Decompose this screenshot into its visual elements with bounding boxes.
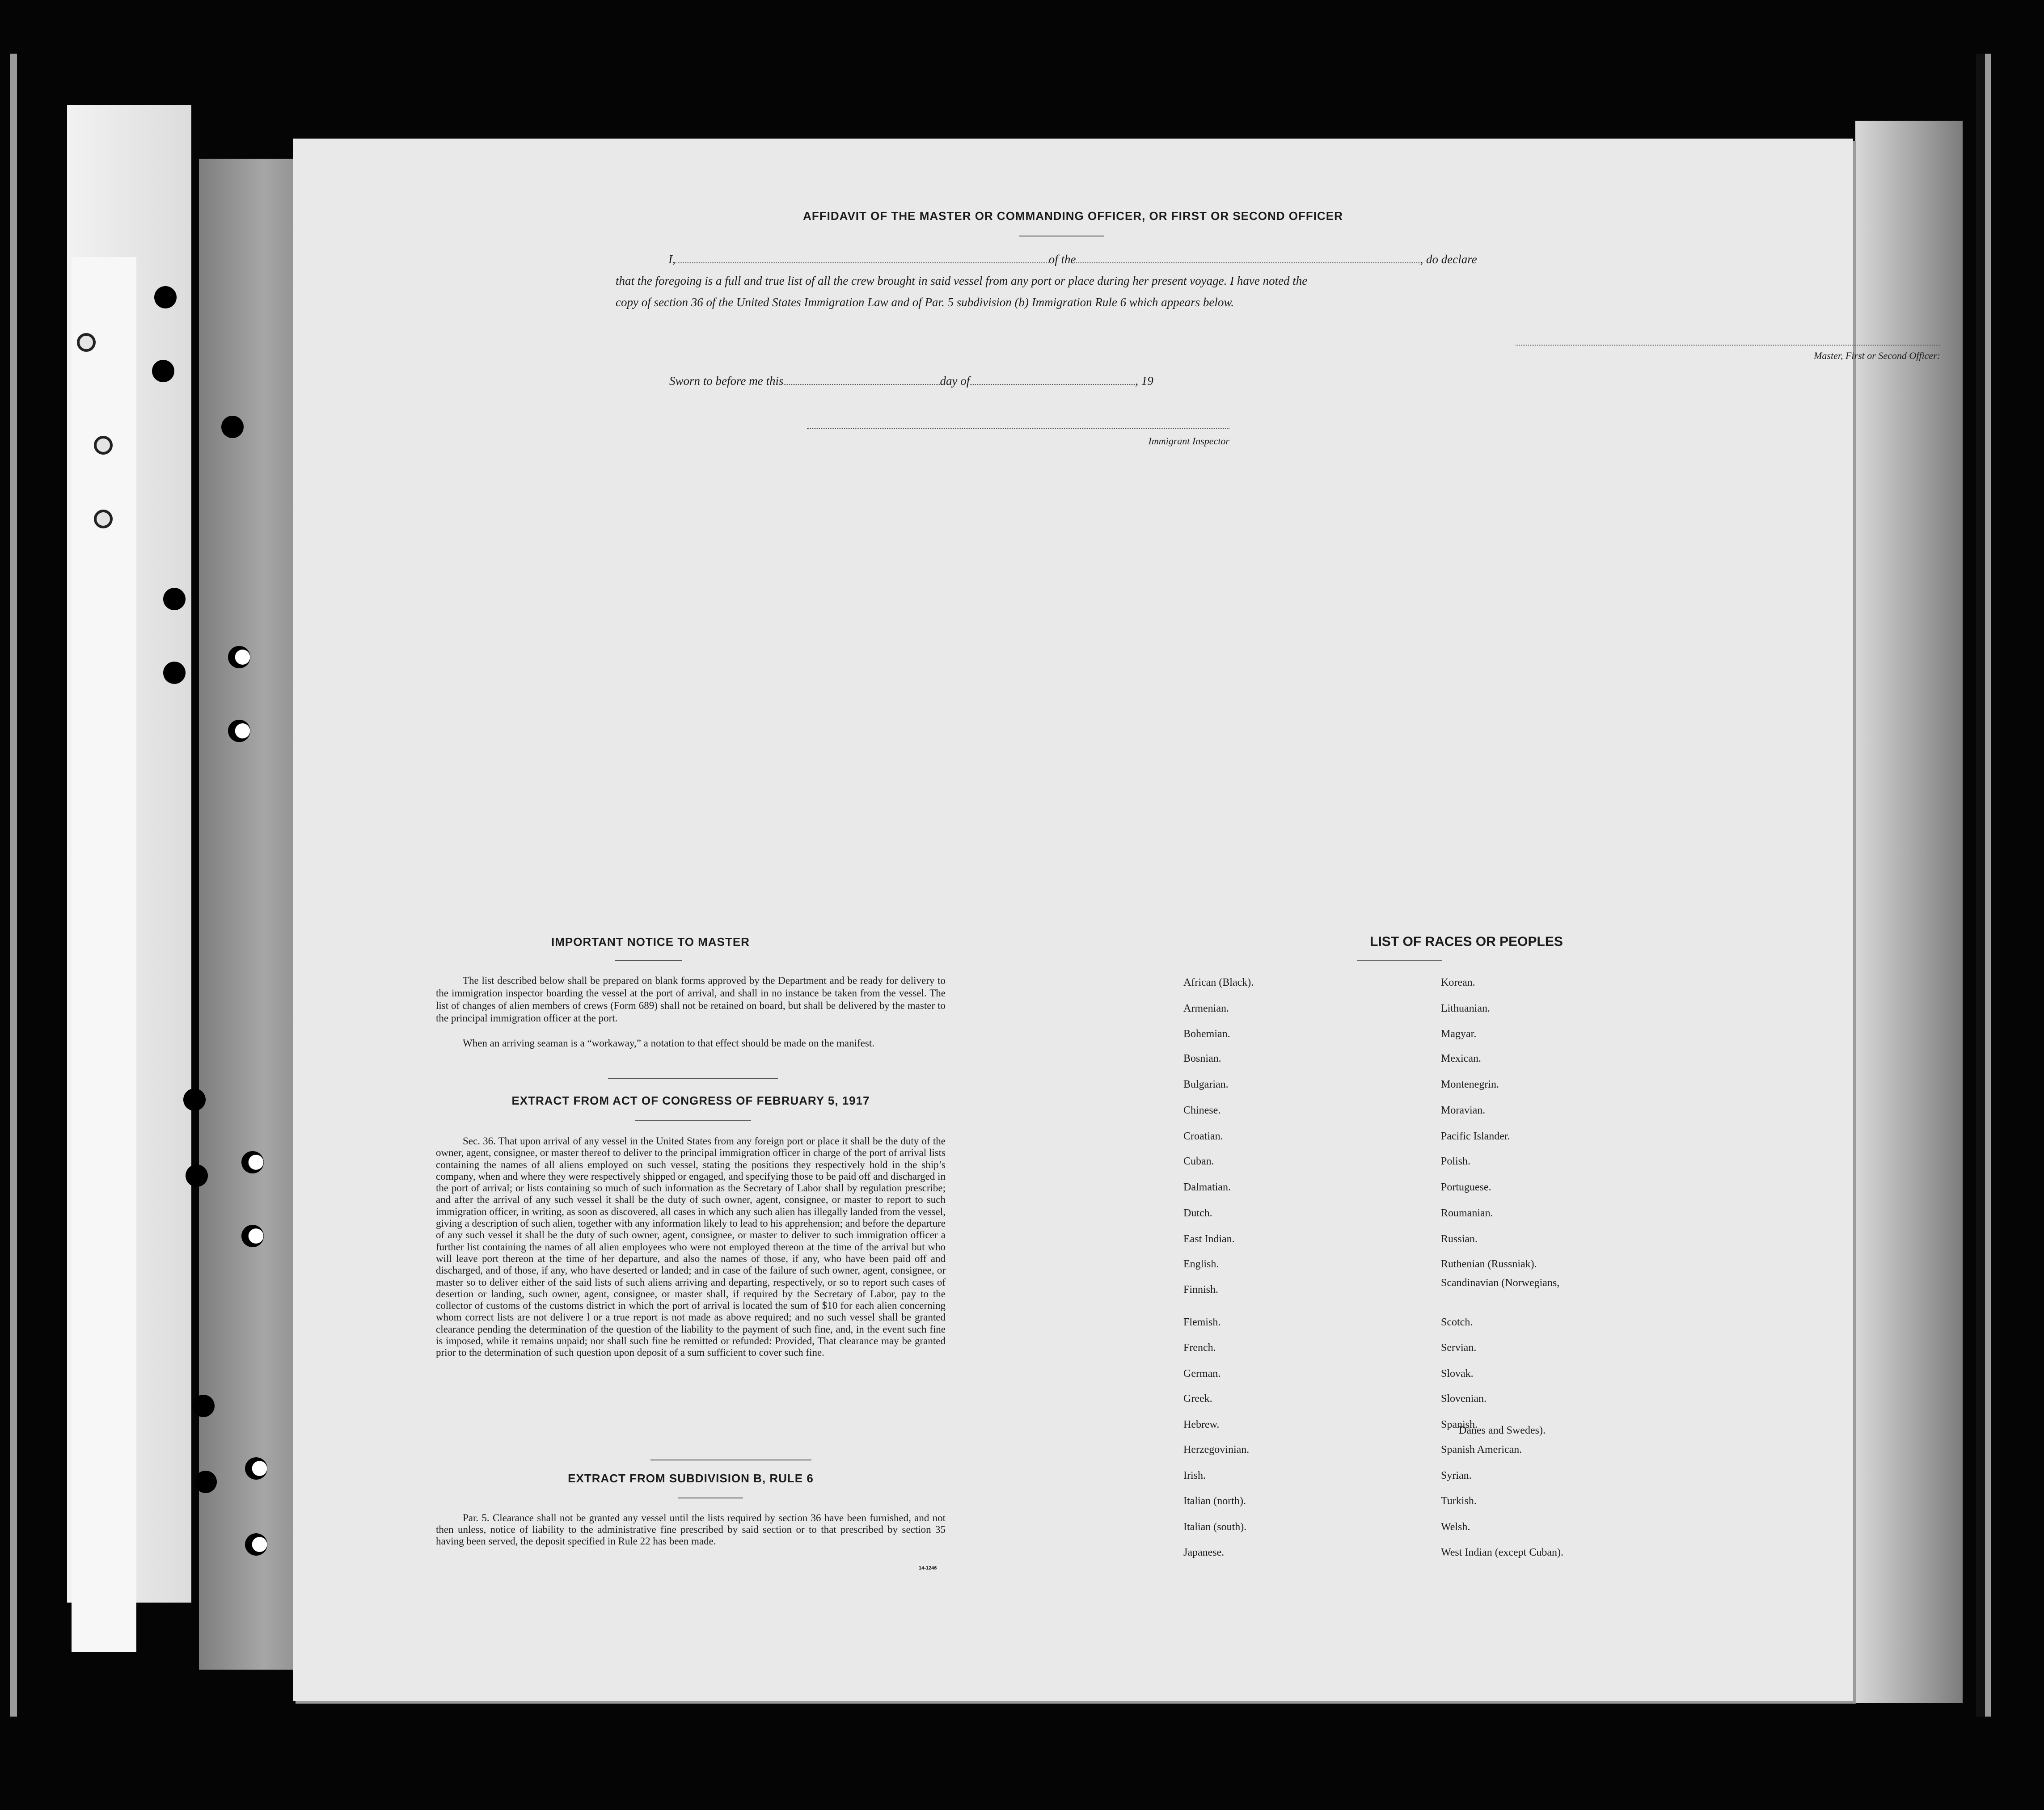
right-rail [1985, 54, 1991, 1717]
race-item: Bosnian. [1183, 1053, 1221, 1064]
day-blank[interactable] [784, 384, 940, 385]
race-item: Montenegrin. [1441, 1079, 1499, 1090]
punch-hole [241, 1225, 264, 1247]
punch-hole [152, 360, 174, 382]
inspector-signature-line[interactable] [807, 428, 1229, 429]
affidavit-line-3: copy of section 36 of the United States Immigration Law and of Par. 5 subdivision (b) Immigration Rule 6 which appears below. [616, 295, 1234, 309]
punch-hole [77, 333, 96, 352]
punch-hole [221, 416, 244, 438]
race-item: East Indian. [1183, 1233, 1235, 1245]
race-item: Russian. [1441, 1233, 1478, 1245]
race-item: Herzegovinian. [1183, 1444, 1250, 1456]
sworn-day-of: day of [940, 374, 970, 388]
race-item: Dalmatian. [1183, 1181, 1231, 1193]
race-item: Roumanian. [1441, 1207, 1493, 1219]
race-item: Irish. [1183, 1470, 1206, 1481]
rule-title: EXTRACT FROM SUBDIVISION B, RULE 6 [568, 1472, 814, 1485]
race-item: Welsh. [1441, 1521, 1470, 1533]
race-item: Ruthenian (Russniak). [1441, 1258, 1537, 1270]
race-item: Armenian. [1183, 1003, 1229, 1014]
notice-para-1: The list described below shall be prepared on blank forms approved by the Department and be ready for delivery to the immigration inspector boarding the vessel at the port of arrival, and shall in no instance be taken from the vessel. The list of changes of alien members of crews (Form 689) shall not be retained on board, but shall be delivered by the master to the principal immigration officer at the port. [436, 975, 946, 1024]
manifest-page [293, 139, 1940, 1701]
punch-hole [192, 1395, 215, 1417]
affidavit-i: I, [668, 253, 676, 266]
sworn-year: , 19 [1135, 374, 1153, 388]
race-item: Bulgarian. [1183, 1079, 1229, 1090]
race-item: Magyar. [1441, 1028, 1477, 1040]
races-column-1 [1183, 139, 1407, 1658]
race-item: Servian. [1441, 1342, 1477, 1354]
race-item: Croatian. [1183, 1131, 1223, 1142]
punch-hole [163, 662, 186, 684]
race-item: Lithuanian. [1441, 1003, 1490, 1014]
sworn-line [669, 374, 1250, 388]
race-item: Portuguese. [1441, 1181, 1491, 1193]
punch-hole [228, 720, 250, 742]
affidavit-line-2: that the foregoing is a full and true list of all the crew brought in said vessel from any port or place during her present voyage. I have noted the [616, 274, 1308, 287]
race-item: Syrian. [1441, 1470, 1472, 1481]
sworn-start: Sworn to before me this [669, 374, 784, 388]
race-item: Japanese. [1183, 1547, 1225, 1558]
race-item: English. [1183, 1258, 1219, 1270]
race-item: French. [1183, 1342, 1216, 1354]
month-blank[interactable] [970, 384, 1135, 385]
rule-par-5: Par. 5. Clearance shall not be granted any vessel until the lists required by section 36 have been furnished, and not then unless, notice of liability to the administrative fine prescribed by said section or to that prescribed by section 35 having been served, the deposit specified in Rule 22 has been made. [436, 1512, 946, 1547]
race-item: Scotch. [1441, 1316, 1473, 1328]
affidavit-declare: , do declare [1420, 253, 1477, 266]
punch-hole [241, 1151, 264, 1173]
act-title: EXTRACT FROM ACT OF CONGRESS OF FEBRUARY 5, 1917 [511, 1094, 870, 1107]
race-item: Slovenian. [1441, 1393, 1487, 1405]
divider [635, 1120, 751, 1121]
punch-hole [94, 436, 113, 455]
punch-hole [183, 1089, 206, 1111]
act-section-36: Sec. 36. That upon arrival of any vessel in the United States from any foreign port or place it shall be the duty of the owner, agent, consignee, or master thereof to deliver to the principal immigration officer in charge of the port of arrival lists containing the names of all aliens employed on such vessel, stating the positions they respectively hold in the ship’s company, when and where they were respectively shipped or engaged, and specifying those to be paid off and discharged in the port of arrival; or lists containing so much of such information as the Secretary of Labor shall by regulation prescribe; and after the arrival of any such vessel it shall be the duty of such owner, agent, consignee, or master to report to such immigration officer, in writing, as soon as discovered, all cases in which any such alien has illegally landed from the vessel, giving a description of such alien, together with any information likely to lead to his apprehension; and before the departure of any such vessel it shall be the duty of such owner, agent, consignee, or master to deliver to such immigration officer a further list containing the names of all alien employees who were not employed thereon at the time of the arrival but who will leave port thereon at the time of her departure, and also the names of those, if any, who have been paid off and discharged, and of those, if any, who have deserted or landed; and in case of the failure of such owner, agent, consignee, or master so to deliver either of the said lists of such aliens arriving and departing, respectively, or so to report such cases of desertion or landing, such owner, agent, consignee, or master shall, if required by the Secretary of Labor, pay to the collector of customs of the customs district in which the port of arrival is located the sum of $10 for each alien concerning whom correct lists are not delivere l or a true report is not made as above required; and no such vessel shall be granted clearance pending the determination of the question of the liability to the payment of such fine, and, in the event such fine is imposed, while it remains unpaid; nor shall such fine be remitted or refunded: Provided, That clearance may be granted prior to the determination of such question upon deposit of a sum sufficient to cover such fine. [436, 1135, 946, 1359]
form-number: 14-1246 [919, 1565, 937, 1571]
race-item: Italian (north). [1183, 1495, 1246, 1507]
race-item: Korean. [1441, 977, 1475, 988]
left-backing-sheet [199, 159, 306, 1670]
race-item: Turkish. [1441, 1495, 1477, 1507]
race-item: Chinese. [1183, 1105, 1221, 1116]
punch-hole [94, 510, 113, 528]
races-title: LIST OF RACES OR PEOPLES [1370, 934, 1563, 949]
punch-hole [228, 646, 250, 668]
race-item: Slovak. [1441, 1368, 1474, 1380]
race-item: Scandinavian (Norwegians, [1441, 1277, 1560, 1289]
race-item: West Indian (except Cuban). [1441, 1547, 1563, 1558]
divider [608, 1078, 778, 1079]
race-item: Dutch. [1183, 1207, 1212, 1219]
left-rail [10, 54, 17, 1717]
race-item: Greek. [1183, 1393, 1212, 1405]
punch-hole [245, 1457, 267, 1480]
officer-label: Master, First or Second Officer: [1814, 350, 1940, 361]
race-item: Flemish. [1183, 1316, 1221, 1328]
notice-title: IMPORTANT NOTICE TO MASTER [551, 935, 750, 949]
notice-para-2: When an arriving seaman is a “workaway,” a notation to that effect should be made on the manifest. [463, 1038, 874, 1049]
inspector-label: Immigrant Inspector [1148, 435, 1229, 447]
punch-hole [154, 286, 177, 308]
race-item: Finnish. [1183, 1284, 1219, 1295]
race-item: Pacific Islander. [1441, 1131, 1510, 1142]
race-item: Polish. [1441, 1156, 1471, 1167]
race-item: Spanish. [1441, 1419, 1478, 1430]
race-item: German. [1183, 1368, 1221, 1380]
race-item: Bohemian. [1183, 1028, 1230, 1040]
affidavit-of-the: of the [1048, 253, 1076, 266]
punch-hole [245, 1533, 267, 1556]
affidavit-title: AFFIDAVIT OF THE MASTER OR COMMANDING OFFICER, OR FIRST OR SECOND OFFICER [803, 209, 1343, 223]
race-item: Italian (south). [1183, 1521, 1247, 1533]
punch-hole [186, 1164, 208, 1187]
race-item: Mexican. [1441, 1053, 1481, 1064]
race-continuation: Danes and Swedes). [1459, 1425, 1546, 1436]
race-item: Spanish American. [1441, 1444, 1522, 1456]
race-item: Moravian. [1441, 1105, 1486, 1116]
punch-hole [163, 588, 186, 610]
race-item: Cuban. [1183, 1156, 1214, 1167]
race-item: Hebrew. [1183, 1419, 1220, 1430]
left-paper-strip-inner [72, 257, 136, 1652]
race-item: African (Black). [1183, 977, 1254, 988]
punch-hole [194, 1471, 217, 1493]
divider [615, 960, 682, 961]
name-blank[interactable] [676, 262, 1049, 263]
